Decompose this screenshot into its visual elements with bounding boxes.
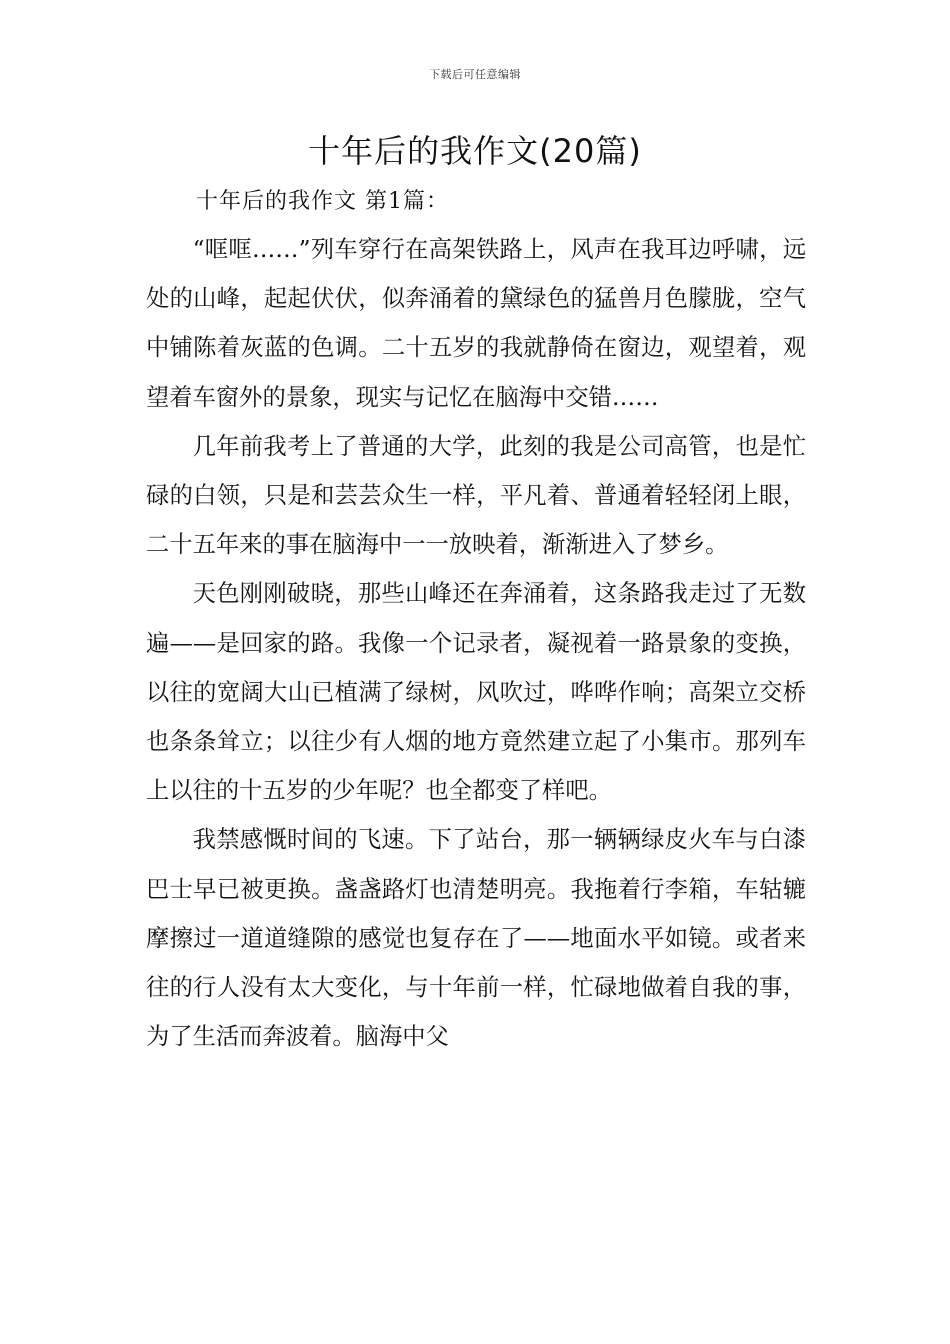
document-title: 十年后的我作文(20篇) (308, 132, 642, 170)
essay-body (146, 225, 806, 1061)
paragraph: 几年前我考上了普通的大学，此刻的我是公司高管，也是忙碌的白领，只是和芸芸众生一样，平凡着、普通着轻轻闭上眼，二十五年来的事在脑海中一一放映着，渐渐进入了梦乡。 (146, 432, 806, 559)
header-note: 下载后可任意编辑 (429, 68, 521, 81)
paragraph: “哐哐……”列车穿行在高架铁路上，风声在我耳边呼啸，远处的山峰，起起伏伏，似奔涌着的黛绿色的猛兽月色朦胧，空气中铺陈着灰蓝的色调。二十五岁的我就静倚在窗边，观望着，观望着车窗外的景象，现实与记忆在脑海中交错…… (146, 236, 806, 411)
paragraph: 天色刚刚破晓，那些山峰还在奔涌着，这条路我走过了无数遍——是回家的路。我像一个记录者，凝视着一路景象的变换，以往的宽阔大山已植满了绿树，风吹过，哗哗作响；高架立交桥也条条耸立；以往少有人烟的地方竟然建立起了小集市。那列车上以往的十五岁的少年呢？也全都变了样吧。 (146, 580, 806, 805)
essay-subtitle: 十年后的我作文 第1篇： (196, 189, 449, 214)
paragraph: 我禁感慨时间的飞速。下了站台，那一辆辆绿皮火车与白漆巴士早已被更换。盏盏路灯也清楚明亮。我拖着行李箱，车轱辘摩擦过一道道缝隙的感觉也复存在了——地面水平如镜。或者来往的行人没有太大变化，与十年前一样，忙碌地做着自我的事，为了生活而奔波着。脑海中父 (146, 826, 806, 1051)
